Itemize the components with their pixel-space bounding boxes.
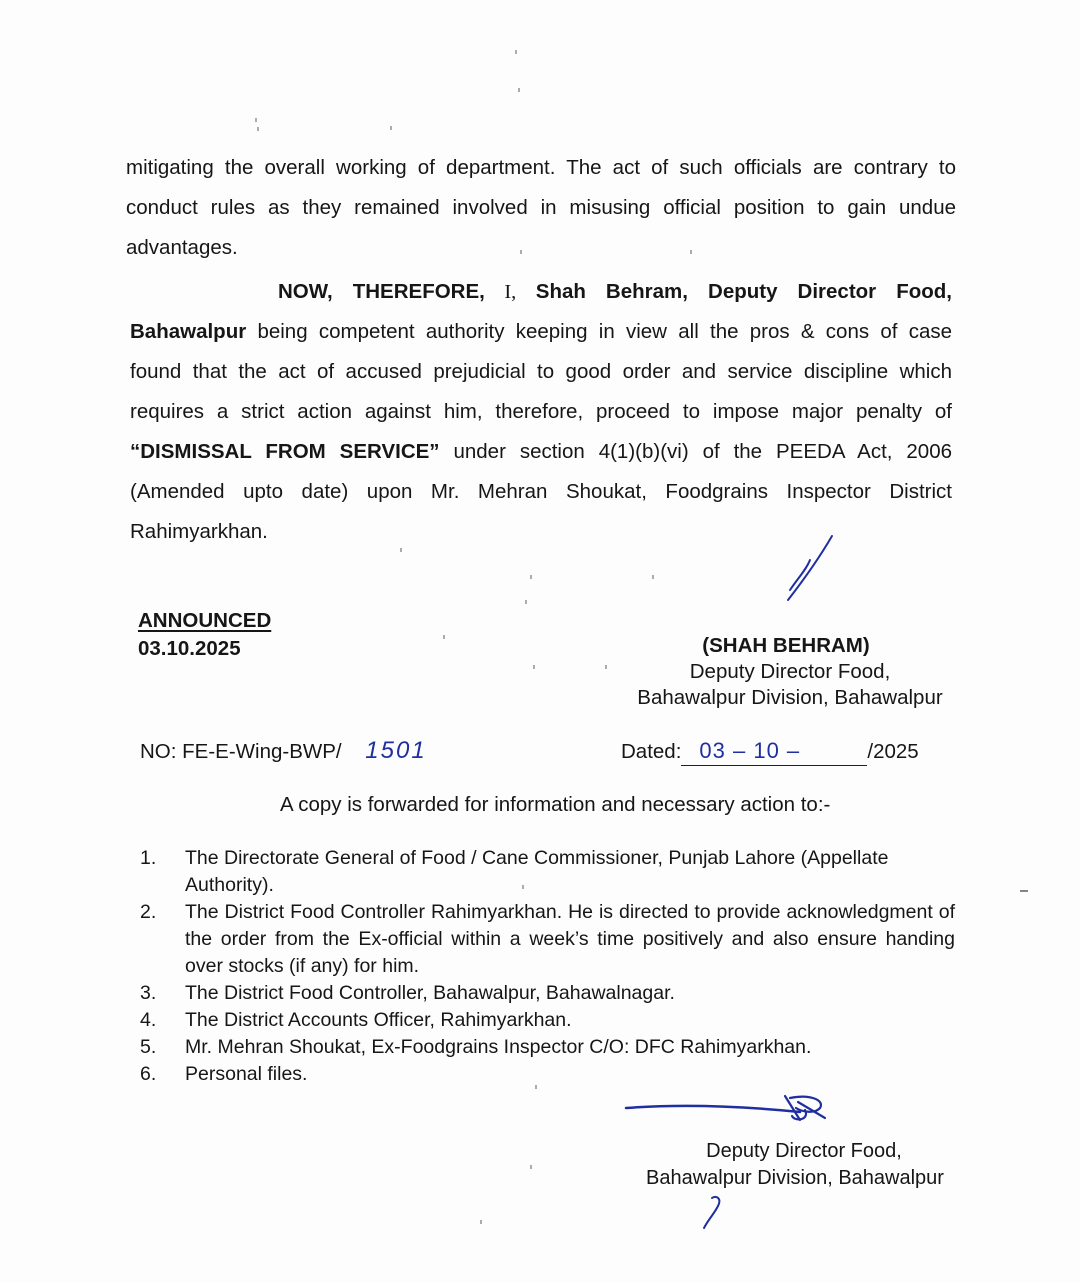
order-station: Bahawalpur [130,320,247,343]
list-item [140,980,955,1007]
order-paragraph [130,272,952,552]
signatory-designation: Deputy Director Food, [689,660,891,683]
dated-handwritten-field [681,738,867,766]
order-line-5 [130,432,952,472]
list-item-text: The District Accounts Officer, Rahimyarkhan. [185,1009,572,1031]
list-item-number: 2. [140,901,157,923]
list-item-text: The District Food Controller Rahimyarkhan. He is directed to provide acknowledgment of the order from the Ex-official within a week’s time positively and also ensure handing over stocks (if any) for him. [185,901,955,977]
officer-signature [780,530,840,610]
copy-list [140,845,955,1088]
order-line-7: Rahimyarkhan. [130,520,268,543]
dated-handwritten: 03 – 10 – [699,738,801,763]
reference-number [140,738,427,765]
intro-paragraph [126,148,956,268]
order-line-1 [130,272,952,312]
footer-signatory [620,1138,970,1192]
order-line-6: (Amended upto date) upon Mr. Mehran Shoukat, Foodgrains Inspector District [130,480,952,503]
list-item-text: The District Food Controller, Bahawalpur, Bahawalnagar. [185,982,675,1004]
order-authority-name: Shah Behram, Deputy Director Food, [535,280,952,303]
list-item-text: The Directorate General of Food / Cane Commissioner, Punjab Lahore (Appellate Authority). [185,847,889,896]
footer-office: Bahawalpur Division, Bahawalpur [646,1167,944,1189]
announced-date: 03.10.2025 [138,637,241,660]
list-item [140,899,955,980]
order-line-2 [130,312,952,352]
list-item [140,845,955,899]
dated-year: /2025 [867,740,919,763]
list-item [140,1061,955,1088]
order-lead-plain: I, [484,281,536,303]
list-item-number: 5. [140,1036,157,1058]
intro-line-3: advantages. [126,236,238,259]
announced-label: ANNOUNCED [138,609,272,632]
list-item-number: 6. [140,1063,157,1085]
list-item-number: 3. [140,982,157,1004]
signatory-name: (SHAH BEHRAM) [702,634,870,657]
signatory-block [600,633,980,711]
intro-line-1: mitigating the overall working of department. The act of such officials are contrary to [126,156,956,179]
order-line-4: requires a strict action against him, therefore, proceed to impose major penalty of [130,400,952,423]
reference-date [621,738,919,766]
signatory-office: Bahawalpur Division, Bahawalpur [637,686,943,709]
copy-intro: A copy is forwarded for information and necessary action to:- [280,793,831,816]
list-item [140,1034,955,1061]
reference-number-label: NO: FE-E-Wing-BWP/ [140,740,342,763]
order-line-2-text: being competent authority keeping in view all the pros & cons of case [246,320,952,343]
footer-signature-tail [700,1196,730,1230]
list-item-text: Personal files. [185,1063,308,1085]
list-item [140,1007,955,1034]
list-item-text: Mr. Mehran Shoukat, Ex-Foodgrains Inspector C/O: DFC Rahimyarkhan. [185,1036,812,1058]
dated-label: Dated: [621,740,682,763]
intro-line-2: conduct rules as they remained involved in misusing official position to gain undue [126,196,956,219]
footer-signature [620,1090,840,1130]
penalty-text: “DISMISSAL FROM SERVICE” [130,440,440,463]
order-line-5-text: under section 4(1)(b)(vi) of the PEEDA Act, 2006 [439,440,952,463]
order-lead-bold: NOW, THEREFORE, [278,280,485,303]
footer-designation: Deputy Director Food, [706,1140,902,1162]
list-item-number: 1. [140,847,157,869]
list-item-number: 4. [140,1009,157,1031]
reference-number-handwritten: 1501 [365,737,427,764]
order-line-3: found that the act of accused prejudicial to good order and service discipline which [130,360,952,383]
